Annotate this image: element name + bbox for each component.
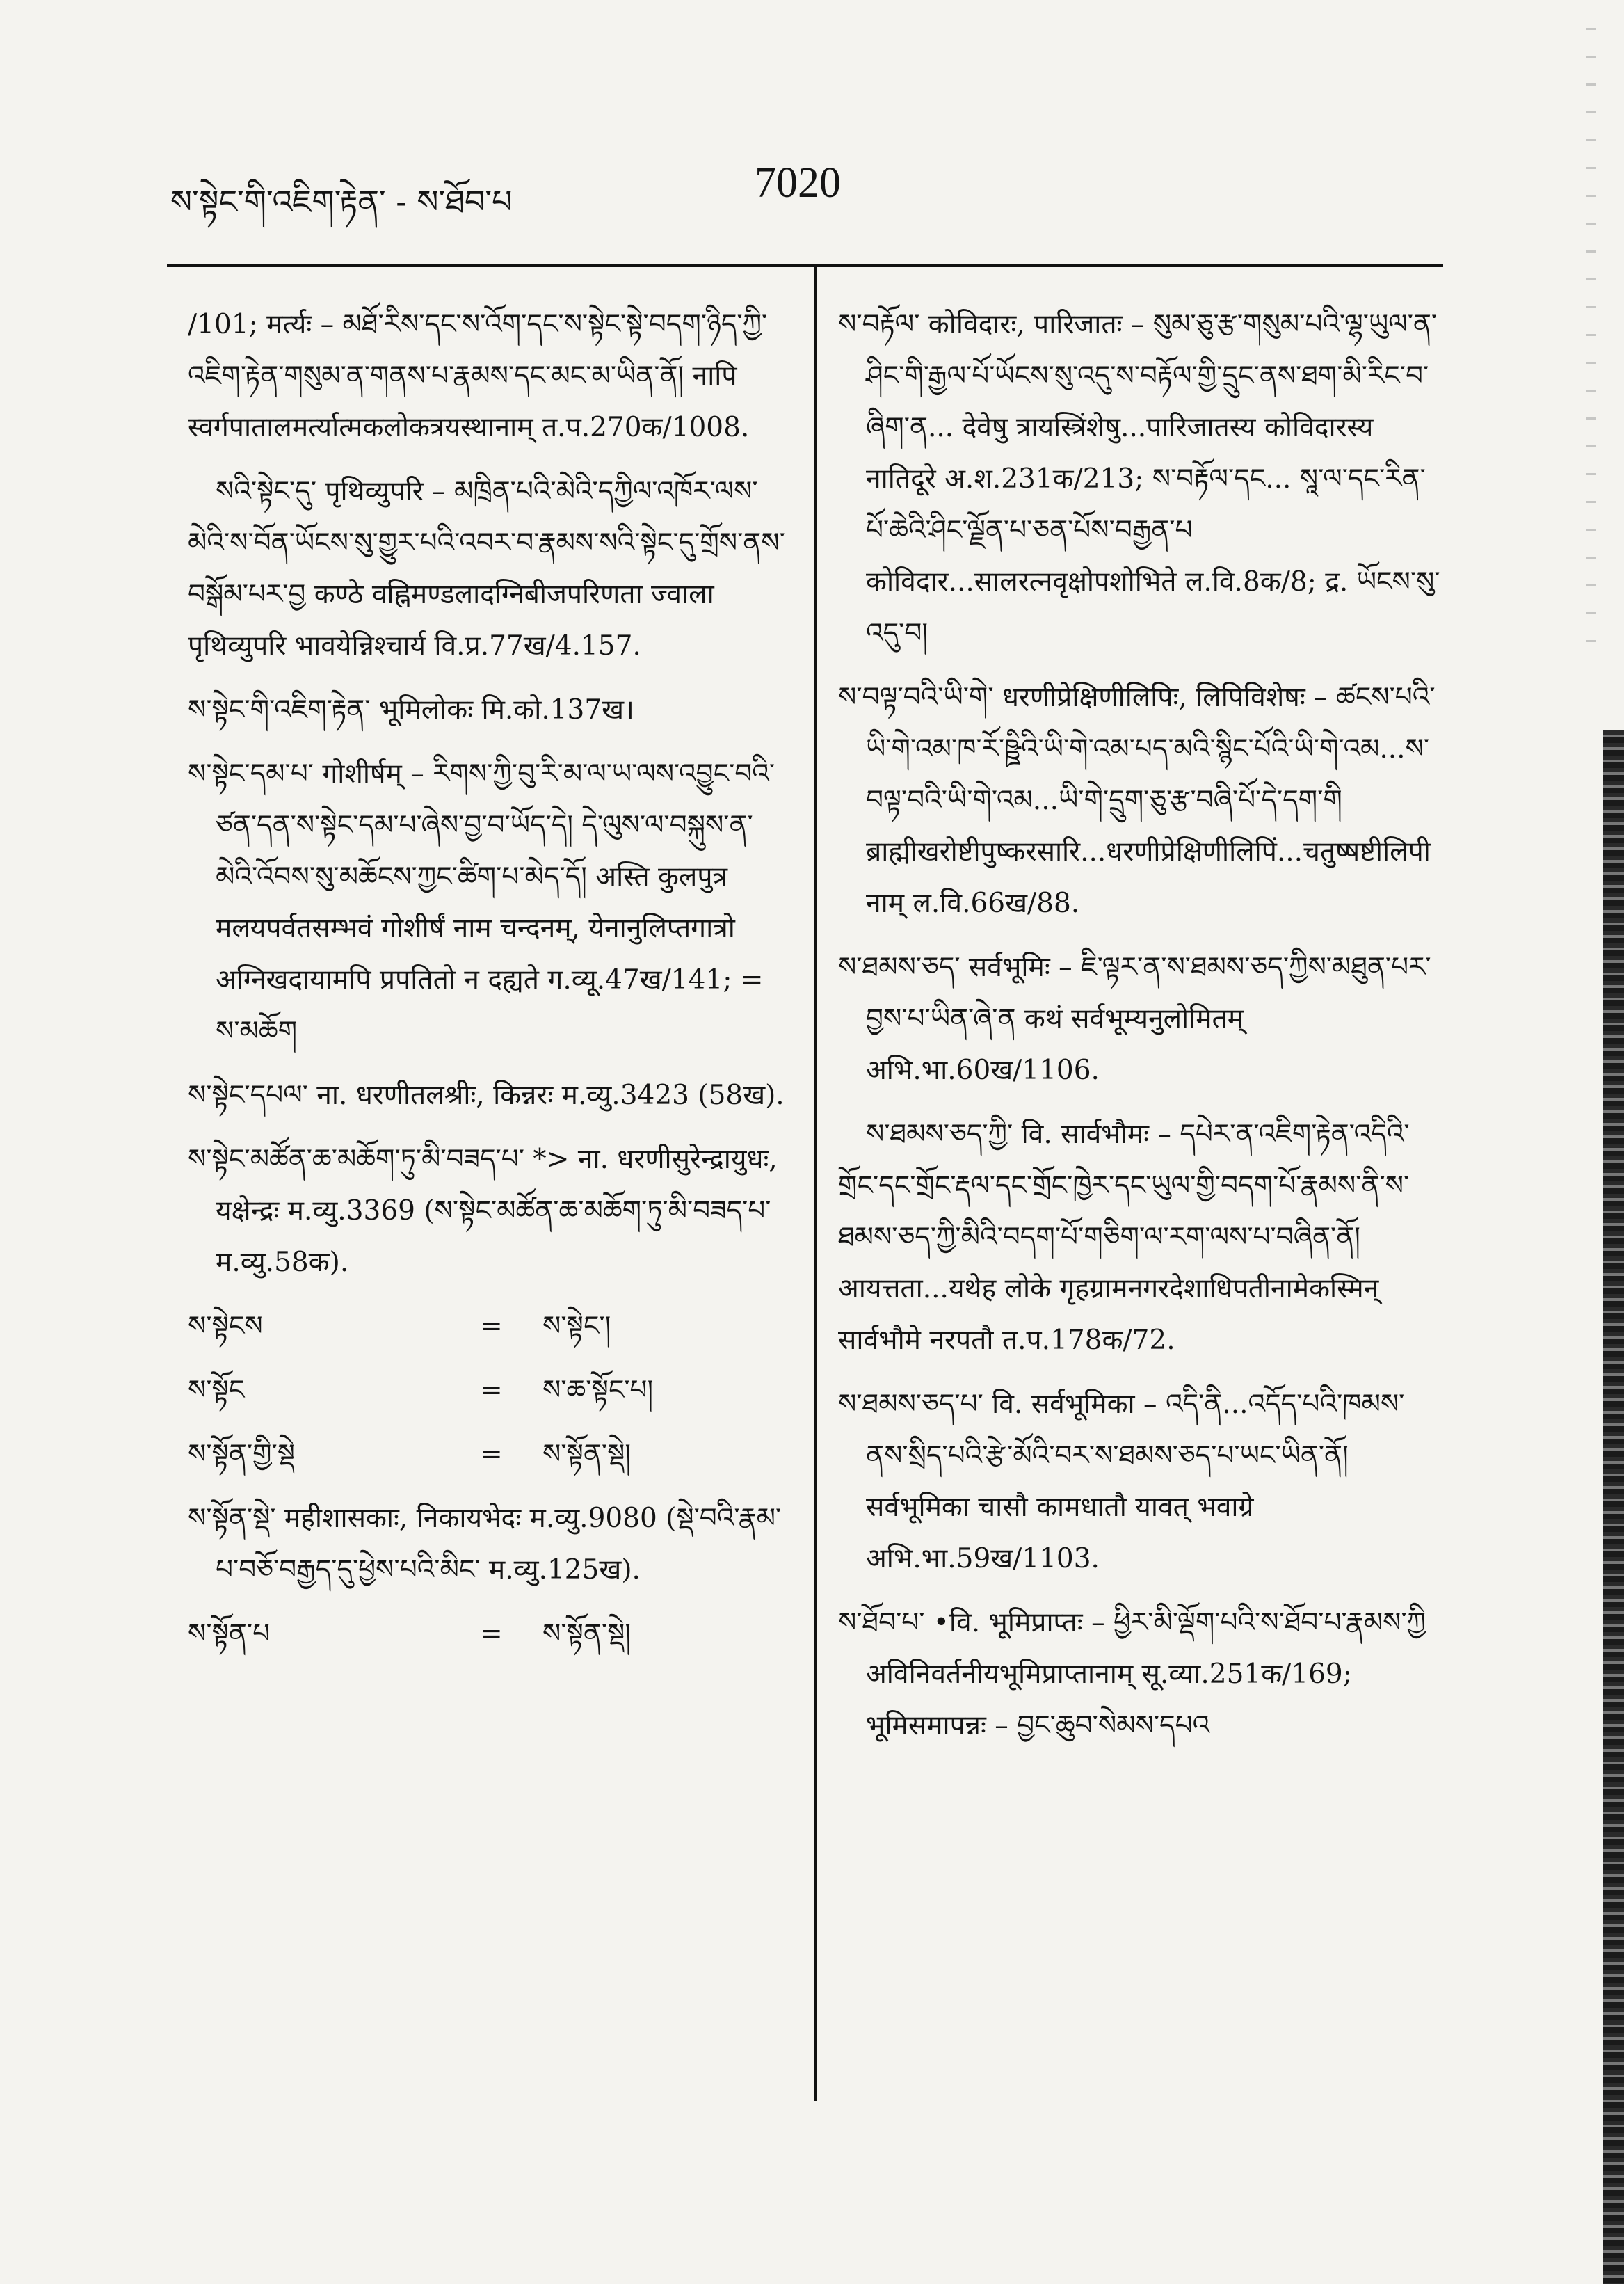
dictionary-entry: ས་བལྟ་བའི་ཡི་གེ་ धरणीप्रेक्षिणीलिपिः, लिपिविशेषः – ཚངས་པའི་ཡི་གེ་འམ་ཁ་རོ་ཥྛིའི་ཡི་གེ་འམ་པད་མའི་སྙིང་པོའི་ཡི་གེ་འམ...ས་བལྟ་བའི་ཡི་གེ་འམ...ཡི་གེ་དྲུག་ཅུ་རྩ་བཞི་པོ་དེ་དག་གི ब्राह्मीखरोष्टीपुष्करसारि...धरणीप्रेक्षिणीलिपिं...चतुष्षष्टीलिपीनाम् ल.वि.66ख/88. (838, 682, 1436, 919)
scan-edge-shadow (1603, 730, 1624, 2284)
equals-sign: = (480, 1618, 503, 1650)
dictionary-entry: ས་སྟེང་དམ་པ་ गोशीर्षम् – རིགས་ཀྱི་བུ་རི་མ་ལ་ཡ་ལས་འབྱུང་བའི་ཙན་དན་ས་སྟེང་དམ་པ་ཞེས་བྱ་བ་ཡོད་དེ། དེ་ལུས་ལ་བསྐུས་ན་མེའི་འོབས་སུ་མཆོངས་ཀྱང་ཚིག་པ་མེད་དོ། अस्ति कुलपुत्र मलयपर्वतसम्भवं गोशीर्षं नाम चन्दनम्, येनानुलिप्तगात्रो अग्निखदायामपि प्रपतितो न दह्यते ग.व्यू.47ख/141; = ས་མཆོག (188, 758, 775, 1047)
dictionary-subentry: ས་ཐམས་ཅད་ཀྱི་ वि. सार्वभौमः – དཔེར་ན་འཇིག་རྟེན་འདིའི་གྲོང་དང་གྲོང་རྡལ་དང་གྲོང་ཁྱེར་དང་ཡུལ་གྱི་བདག་པོ་རྣམས་ནི་ས་ཐམས་ཅད་ཀྱི་མིའི་བདག་པོ་གཅིག་ལ་རག་ལས་པ་བཞིན་ནོ། आयत्तता...यथेह लोके गृहग्रामनगरदेशाधिपतीनामेकस्मिन् सार्वभौमे नरपतौ त.प.178क/72. (838, 1119, 1410, 1356)
dictionary-entry: ས་ཐོབ་པ་ •वि. भूमिप्राप्तः – ཕྱིར་མི་ལྡོག་པའི་ས་ཐོབ་པ་རྣམས་ཀྱི अविनिवर्तनीयभूमिप्राप्तानाम् सू.व्या.251क/169; भूमिसमापन्नः – བྱང་ཆུབ་སེམས་དཔའ (838, 1607, 1426, 1741)
dictionary-entry: /101; मर्त्यः – མཐོ་རིས་དང་ས་འོག་དང་ས་སྟེང་སྟེ་བདག་ཉིད་ཀྱི་འཇིག་རྟེན་གསུམ་ན་གནས་པ་རྣམས་དང་མང་མ་ཡིན་ནོ། नापि स्वर्गपातालमर्त्यात्मकलोकत्रयस्थानाम् त.प.270क/1008. (188, 309, 768, 443)
equals-sign: = (480, 1439, 503, 1470)
cross-reference-term: ས་སྟོང (188, 1375, 245, 1406)
dictionary-subentry: སའི་སྟེང་དུ་ पृथिव्युपरि – མཁྲིན་པའི་མེའི་དཀྱིལ་འཁོར་ལས་མེའི་ས་བོན་ཡོངས་སུ་གྱུར་པའི་འབར་བ་རྣམས་སའི་སྟེང་དུ་གྲོས་ནས་བསྒོམ་པར་བྱ कण्ठे वह्निमण्डलादग्निबीजपरिणता ज्वाला पृथिव्युपरि भावयेन्निश्चार्य वि.प्र.77ख/4.157. (188, 476, 785, 662)
dictionary-entry: ས་སྟེང་དཔལ་ ना. धरणीतलश्रीः, किन्नरः म.व्यु.3423 (58ख). (188, 1080, 785, 1111)
column-divider (814, 264, 817, 2101)
cross-reference-term: ས་སྟོན་གྱི་སྡེ (188, 1439, 295, 1470)
running-header: ས་སྟེང་གི་འཇིག་རྟེན་ - ས་ཐོབ་པ (170, 183, 513, 221)
left-column (188, 299, 793, 1672)
equals-sign: = (480, 1311, 503, 1342)
right-column (838, 299, 1443, 1764)
cross-reference-target: ས་ཆ་སྟོང་པ། (542, 1375, 654, 1406)
scan-specks (1586, 28, 1596, 654)
page-number: 7020 (755, 159, 841, 207)
dictionary-entry: ས་ཐམས་ཅད་ सर्वभूमिः – ཇི་ལྟར་ན་ས་ཐམས་ཅད་ཀྱིས་མཐུན་པར་བྱས་པ་ཡིན་ཞེ་ན कथं सर्वभूम्यनुलोमितम् अभि.भा.60ख/1106. (838, 952, 1431, 1086)
cross-reference-entry (188, 1608, 793, 1660)
equals-sign: = (480, 1375, 503, 1406)
dictionary-entry: ས་སྟེང་མཚོན་ཆ་མཆོག་ཏུ་མི་བཟད་པ་ *> ना. धरणीसुरेन्द्रायुधः, यक्षेन्द्रः म.व्यु.3369 (ས་སྟེང་མཚོན་ཆ་མཆོག་ཏུ་མི་བཟད་པ་ म.व्यु.58क). (188, 1144, 778, 1278)
cross-reference-term: ས་སྟེངས (188, 1311, 263, 1342)
cross-reference-entry (188, 1301, 793, 1352)
dictionary-entry: ས་སྟོན་སྡེ་ महीशासकाः, निकायभेदः म.व्यु.9080 (སྡེ་བའི་རྣམ་པ་བཅོ་བརྒྱད་དུ་ཕྱེས་པའི་མིང་ म.व्यु.125ख). (188, 1503, 782, 1586)
cross-reference-target: ས་སྟེང་། (542, 1311, 611, 1342)
cross-reference-entry (188, 1429, 793, 1480)
header-rule (167, 264, 1443, 267)
cross-reference-target: ས་སྟོན་སྡེ། (542, 1618, 631, 1650)
cross-reference-term: ས་སྟོན་པ (188, 1618, 271, 1650)
dictionary-entry: ས་བརྟོལ་ कोविदारः, पारिजातः – སུམ་ཅུ་རྩ་གསུམ་པའི་ལྷ་ཡུལ་ན་ཤིང་གི་རྒྱལ་པོ་ཡོངས་སུ་འདུ་ས་བརྟོལ་གྱི་དྲུང་ནས་ཐག་མི་རིང་བ་ཞིག་ན... देवेषु त्रायस्त्रिंशेषु...पारिजातस्य कोविदारस्य नातिदूरे अ.श.231क/213; ས་བརྟོལ་དང... སཱ་ལ་དང་རིན་པོ་ཆེའི་ཤིང་ལྗོན་པ་ཅན་པོས་བརྒྱན་པ कोविदार...सालरत्नवृक्षोपशोभिते ल.वि.8क/8; द्र. ཡོངས་སུ་འདུ་བ། (838, 309, 1440, 649)
dictionary-entry: ས་སྟེང་གི་འཇིག་རྟེན་ भूमिलोकः मि.को.137ख। (188, 694, 634, 726)
dictionary-entry: ས་ཐམས་ཅད་པ་ वि. सर्वभूमिका – འདི་ནི...འདོད་པའི་ཁམས་ནས་སྲིད་པའི་རྩེ་མོའི་བར་ས་ཐམས་ཅད་པ་ཡང་ཡིན་ནོ། सर्वभूमिका चासौ कामधातौ यावत् भवाग्रे अभि.भा.59ख/1103. (838, 1389, 1405, 1574)
cross-reference-entry (188, 1365, 793, 1416)
cross-reference-target: ས་སྟོན་སྡེ། (542, 1439, 631, 1470)
